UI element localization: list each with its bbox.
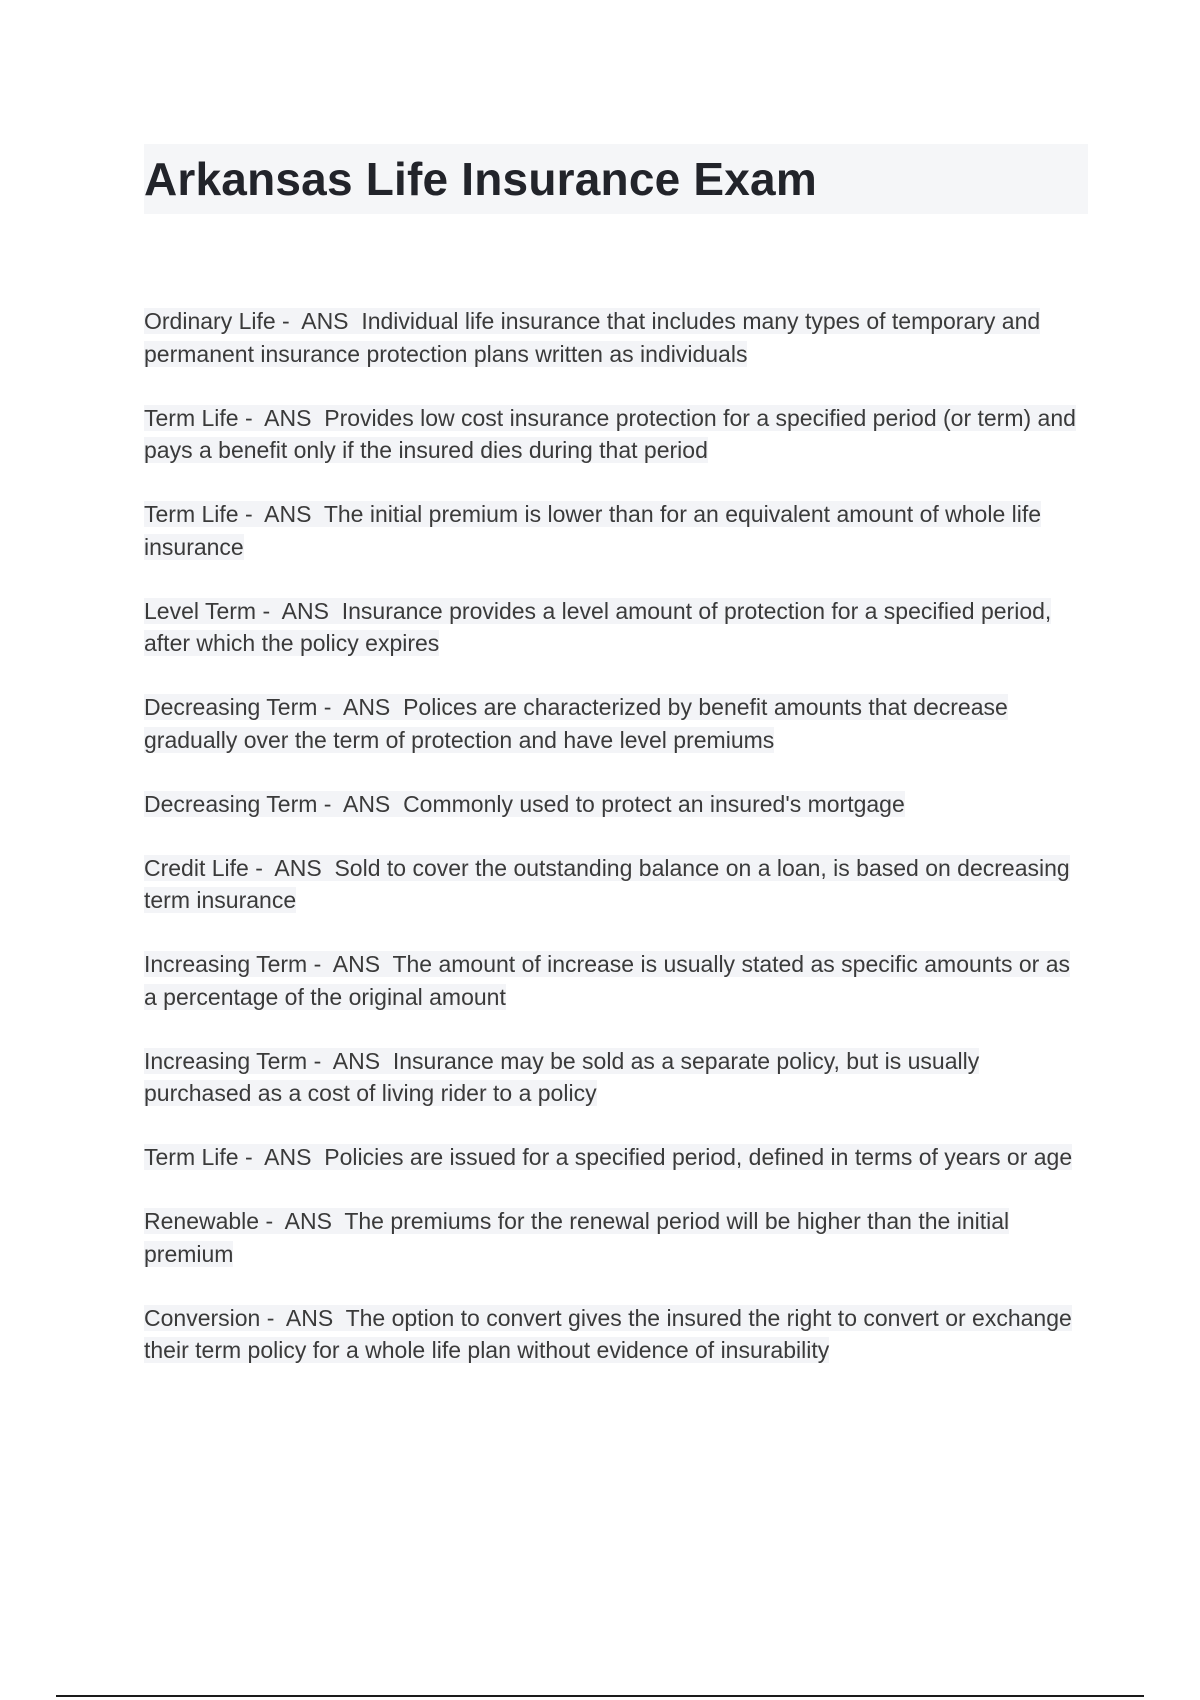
entry-term: Increasing Term (144, 951, 308, 977)
answer-marker: ANS (264, 404, 312, 431)
title-banner (144, 144, 1088, 214)
entry-term: Term Life (144, 1144, 239, 1170)
entry-term: Term Life (144, 404, 239, 431)
flashcard-entry: Conversion - ANS The option to convert gives the insured the right to convert or exchange their term policy for a whole life plan without evidence of insurability (144, 1304, 1072, 1363)
flashcard-entry: Decreasing Term - ANS Polices are characterized by benefit amounts that decrease gradually over the term of protection and have level premiums (144, 694, 1008, 753)
answer-marker: ANS (342, 790, 391, 817)
flashcard-entry: Increasing Term - ANS The amount of increase is usually stated as specific amounts or as a percentage of the original amount (144, 951, 1070, 1010)
entry-definition: The initial premium is lower than for an equivalent amount of whole life insurance (144, 501, 1042, 560)
entry-definition: Individual life insurance that includes many types of temporary and permanent insurance protection plans written as individuals (144, 308, 1041, 367)
entry-term: Renewable (144, 1208, 260, 1234)
entry-term: Increasing Term (144, 1047, 308, 1074)
entry-definition: The option to convert gives the insured the right to convert or exchange their term policy for a whole life plan without evidence of insurability (144, 1304, 1072, 1363)
answer-marker: ANS (274, 854, 322, 881)
page-bottom-rule (56, 1695, 1144, 1697)
entry-term: Decreasing Term (144, 694, 318, 720)
entry-term: Term Life (144, 501, 239, 527)
flashcard-entry: Increasing Term - ANS Insurance may be sold as a separate policy, but is usually purchased as a cost of living rider to a policy (144, 1047, 980, 1106)
flashcard-entry: Level Term - ANS Insurance provides a level amount of protection for a specified period, after which the policy expires (144, 597, 1052, 656)
entry-definition: Policies are issued for a specified period, defined in terms of years or age (324, 1144, 1073, 1170)
entry-term: Credit Life (144, 854, 249, 881)
page-title: Arkansas Life Insurance Exam (144, 153, 817, 205)
answer-marker: ANS (284, 1208, 332, 1234)
entry-definition: The premiums for the renewal period will be higher than the initial premium (144, 1208, 1010, 1267)
flashcard-entry: Term Life - ANS Policies are issued for a specified period, defined in terms of years or age (144, 1144, 1073, 1170)
answer-marker: ANS (332, 951, 381, 977)
entry-definition: Provides low cost insurance protection for a specified period (or term) and pays a benefit only if the insured dies during that period (144, 404, 1076, 463)
flashcard-entry: Term Life - ANS The initial premium is lower than for an equivalent amount of whole life insurance (144, 501, 1042, 560)
answer-marker: ANS (281, 597, 329, 624)
answer-marker: ANS (342, 694, 391, 720)
answer-marker: ANS (301, 308, 349, 334)
entry-term: Conversion (144, 1304, 261, 1331)
entry-term: Ordinary Life (144, 308, 276, 334)
flashcard-entry: Term Life - ANS Provides low cost insurance protection for a specified period (or term) and pays a benefit only if the insured dies during that period (144, 404, 1076, 463)
entry-term: Decreasing Term (144, 790, 318, 817)
flashcard-entry: Decreasing Term - ANS Commonly used to protect an insured's mortgage (144, 790, 905, 817)
flashcard-entry: Ordinary Life - ANS Individual life insurance that includes many types of temporary and permanent insurance protection plans written as individuals (144, 308, 1041, 367)
entry-term: Level Term (144, 597, 257, 624)
flashcard-entry: Renewable - ANS The premiums for the renewal period will be higher than the initial premium (144, 1208, 1010, 1267)
flashcard-entry: Credit Life - ANS Sold to cover the outstanding balance on a loan, is based on decreasing term insurance (144, 854, 1070, 913)
entry-definition: Insurance provides a level amount of protection for a specified period, after which the policy expires (144, 597, 1052, 656)
entry-definition: Insurance may be sold as a separate policy, but is usually purchased as a cost of living rider to a policy (144, 1047, 980, 1106)
entry-definition: Commonly used to protect an insured's mortgage (403, 790, 905, 817)
entry-definition: Polices are characterized by benefit amounts that decrease gradually over the term of protection and have level premiums (144, 694, 1008, 753)
entry-definition: Sold to cover the outstanding balance on a loan, is based on decreasing term insurance (144, 854, 1070, 913)
flashcard-list (144, 305, 1088, 1398)
answer-marker: ANS (285, 1304, 334, 1331)
entry-definition: The amount of increase is usually stated as specific amounts or as a percentage of the original amount (144, 951, 1070, 1010)
answer-marker: ANS (332, 1047, 381, 1074)
answer-marker: ANS (264, 1144, 312, 1170)
answer-marker: ANS (264, 501, 312, 527)
